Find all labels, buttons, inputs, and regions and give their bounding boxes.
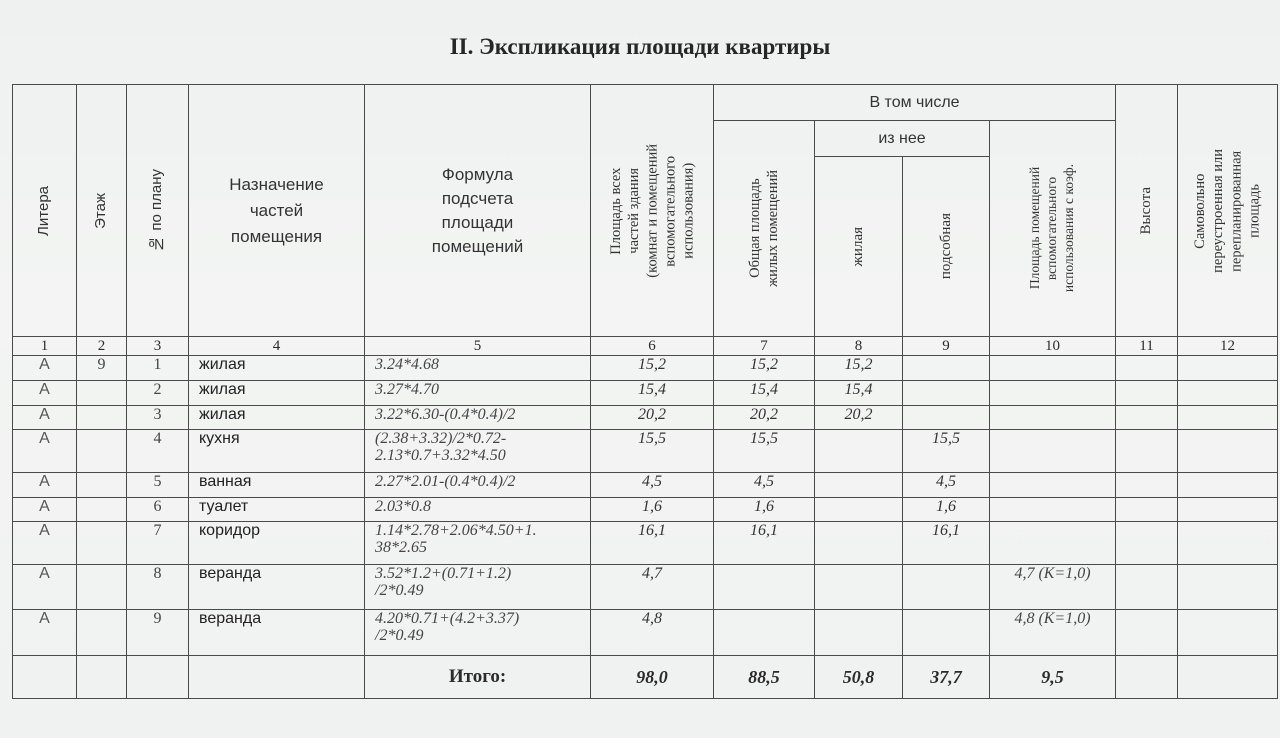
cell-height xyxy=(1116,565,1178,610)
column-number: 11 xyxy=(1116,337,1178,356)
table-body xyxy=(13,356,1278,699)
cell-purpose: жилая xyxy=(189,406,365,430)
cell-living-total: 15,4 xyxy=(714,381,815,406)
cell-utility: 1,6 xyxy=(903,498,990,522)
cell-formula xyxy=(365,381,591,406)
cell-floor xyxy=(77,473,127,498)
cell-litera: А xyxy=(13,610,77,656)
header-living-total-text xyxy=(746,170,782,287)
header-group-text: В том числе xyxy=(869,93,960,111)
cell-total-area: 15,2 xyxy=(591,356,714,381)
table-row xyxy=(13,473,1278,498)
cell-unauthorized xyxy=(1178,430,1278,473)
header-utility xyxy=(903,157,990,337)
formula-line: /2*0.49 xyxy=(375,627,424,644)
cell-auxiliary: 4,7 (К=1,0) xyxy=(990,565,1116,610)
table-row xyxy=(13,381,1278,406)
cell-living-total: 4,5 xyxy=(714,473,815,498)
cell-living-total: 15,5 xyxy=(714,430,815,473)
cell-unauthorized xyxy=(1178,522,1278,565)
header-purpose-line3: помещения xyxy=(230,226,323,246)
header-auxiliary-line1: Площадь помещений xyxy=(1027,167,1043,290)
cell-floor: 9 xyxy=(77,356,127,381)
cell-formula xyxy=(365,473,591,498)
explication-table xyxy=(12,84,1278,699)
cell-living-total: 1,6 xyxy=(714,498,815,522)
cell-unauthorized xyxy=(1178,473,1278,498)
cell-litera: А xyxy=(13,381,77,406)
cell-purpose: туалет xyxy=(189,498,365,522)
cell-auxiliary xyxy=(990,381,1116,406)
header-total-area-line5: использования) xyxy=(680,162,697,259)
cell-formula xyxy=(365,565,591,610)
cell-height xyxy=(1116,498,1178,522)
total-empty-litera xyxy=(13,656,77,699)
formula-line: 1.14*2.78+2.06*4.50+1. xyxy=(375,522,537,539)
header-subgroup-text: из нее xyxy=(878,129,926,147)
cell-total-area: 20,2 xyxy=(591,406,714,430)
cell-auxiliary xyxy=(990,356,1116,381)
table-row xyxy=(13,406,1278,430)
column-number: 10 xyxy=(990,337,1116,356)
header-purpose-line2: частей xyxy=(249,200,304,220)
cell-total-area: 1,6 xyxy=(591,498,714,522)
cell-living: 20,2 xyxy=(815,406,903,430)
header-auxiliary-text xyxy=(1027,164,1078,292)
header-auxiliary-line2: вспомогательного xyxy=(1044,176,1060,281)
total-utility-value: 37,7 xyxy=(903,656,990,699)
cell-floor xyxy=(77,565,127,610)
cell-unauthorized xyxy=(1178,406,1278,430)
cell-unauthorized xyxy=(1178,356,1278,381)
cell-formula xyxy=(365,406,591,430)
cell-height xyxy=(1116,381,1178,406)
table-row xyxy=(13,522,1278,565)
header-formula-line3: площади xyxy=(441,212,514,232)
cell-auxiliary xyxy=(990,498,1116,522)
formula-line: 38*2.65 xyxy=(375,539,427,556)
column-number: 3 xyxy=(127,337,189,356)
header-purpose xyxy=(189,85,365,337)
column-number: 12 xyxy=(1178,337,1278,356)
column-number: 9 xyxy=(903,337,990,356)
cell-plan-number: 4 xyxy=(127,430,189,473)
formula-line: 2.13*0.7+3.32*4.50 xyxy=(375,447,506,464)
cell-living: 15,2 xyxy=(815,356,903,381)
header-total-area-line1: Площадь всех xyxy=(607,166,624,255)
cell-height xyxy=(1116,430,1178,473)
header-unauthorized-line1: Самовольно xyxy=(1192,172,1209,249)
cell-living: 15,4 xyxy=(815,381,903,406)
cell-unauthorized xyxy=(1178,565,1278,610)
cell-formula xyxy=(365,522,591,565)
header-formula xyxy=(365,85,591,337)
cell-litera: А xyxy=(13,498,77,522)
cell-formula xyxy=(365,498,591,522)
cell-purpose: коридор xyxy=(189,522,365,565)
cell-total-area: 15,5 xyxy=(591,430,714,473)
table-row xyxy=(13,498,1278,522)
cell-litera: А xyxy=(13,406,77,430)
table-row xyxy=(13,565,1278,610)
cell-purpose: веранда xyxy=(189,565,365,610)
total-living-total-value: 88,5 xyxy=(714,656,815,699)
cell-litera: А xyxy=(13,565,77,610)
cell-plan-number: 7 xyxy=(127,522,189,565)
total-empty-height xyxy=(1116,656,1178,699)
header-total-area-text xyxy=(607,144,698,278)
table-header xyxy=(13,85,1278,356)
cell-plan-number: 8 xyxy=(127,565,189,610)
cell-total-area: 16,1 xyxy=(591,522,714,565)
cell-total-area: 4,7 xyxy=(591,565,714,610)
cell-living-total: 20,2 xyxy=(714,406,815,430)
document-title: II. Экспликация площади квартиры xyxy=(449,34,831,59)
header-group-including xyxy=(714,85,1116,121)
header-utility-text: подсобная xyxy=(937,213,954,280)
cell-auxiliary xyxy=(990,430,1116,473)
cell-purpose: веранда xyxy=(189,610,365,656)
header-living xyxy=(815,157,903,337)
header-unauthorized-line3: перепланированная xyxy=(1228,149,1245,272)
header-living-total-line2: жилых помещений xyxy=(765,170,781,287)
cell-formula xyxy=(365,430,591,473)
cell-floor xyxy=(77,406,127,430)
header-formula-line2: подсчета xyxy=(441,188,514,208)
cell-utility: 15,5 xyxy=(903,430,990,473)
cell-plan-number: 2 xyxy=(127,381,189,406)
cell-utility xyxy=(903,610,990,656)
header-auxiliary-line3: использования с коэф. xyxy=(1060,164,1076,293)
cell-plan-number: 6 xyxy=(127,498,189,522)
header-formula-line4: помещений xyxy=(431,236,524,256)
column-number: 1 xyxy=(13,337,77,356)
header-auxiliary xyxy=(990,121,1116,337)
cell-litera: А xyxy=(13,522,77,565)
cell-formula xyxy=(365,356,591,381)
formula-line: /2*0.49 xyxy=(375,582,424,599)
cell-litera: А xyxy=(13,473,77,498)
total-empty-plan xyxy=(127,656,189,699)
formula-line: 3.27*4.70 xyxy=(375,381,439,398)
cell-auxiliary xyxy=(990,522,1116,565)
total-label: Итого: xyxy=(365,656,591,699)
column-number: 6 xyxy=(591,337,714,356)
cell-purpose: кухня xyxy=(189,430,365,473)
cell-living-total xyxy=(714,565,815,610)
header-unauthorized-line2: переустроенная или xyxy=(1210,148,1227,273)
header-height-text: Высота xyxy=(1138,186,1155,235)
formula-line: 3.24*4.68 xyxy=(375,356,439,373)
cell-floor xyxy=(77,522,127,565)
header-plan-number-text: № по плану xyxy=(148,169,166,252)
cell-auxiliary: 4,8 (К=1,0) xyxy=(990,610,1116,656)
header-unauthorized-text xyxy=(1191,149,1264,273)
cell-litera: А xyxy=(13,430,77,473)
header-living-total xyxy=(714,121,815,337)
cell-total-area: 4,5 xyxy=(591,473,714,498)
cell-auxiliary xyxy=(990,473,1116,498)
formula-line: 2.27*2.01-(0.4*0.4)/2 xyxy=(375,473,516,490)
cell-height xyxy=(1116,522,1178,565)
column-number: 8 xyxy=(815,337,903,356)
cell-plan-number: 3 xyxy=(127,406,189,430)
column-number: 4 xyxy=(189,337,365,356)
cell-floor xyxy=(77,610,127,656)
header-plan-number xyxy=(127,85,189,337)
cell-floor xyxy=(77,498,127,522)
header-living-text: жилая xyxy=(850,226,867,267)
total-empty-floor xyxy=(77,656,127,699)
cell-unauthorized xyxy=(1178,610,1278,656)
cell-purpose: жилая xyxy=(189,381,365,406)
cell-living xyxy=(815,430,903,473)
cell-unauthorized xyxy=(1178,498,1278,522)
table-row xyxy=(13,356,1278,381)
cell-height xyxy=(1116,473,1178,498)
cell-utility xyxy=(903,565,990,610)
header-total-area xyxy=(591,85,714,337)
cell-purpose: жилая xyxy=(189,356,365,381)
column-number: 5 xyxy=(365,337,591,356)
cell-utility xyxy=(903,406,990,430)
formula-line: 3.22*6.30-(0.4*0.4)/2 xyxy=(375,406,516,423)
cell-living-total: 15,2 xyxy=(714,356,815,381)
total-empty-unauthorized xyxy=(1178,656,1278,699)
header-unauthorized xyxy=(1178,85,1278,337)
cell-formula xyxy=(365,610,591,656)
cell-living xyxy=(815,498,903,522)
header-floor xyxy=(77,85,127,337)
table-row xyxy=(13,610,1278,656)
cell-utility: 4,5 xyxy=(903,473,990,498)
total-empty-purpose xyxy=(189,656,365,699)
header-subgroup xyxy=(815,121,990,157)
column-number: 2 xyxy=(77,337,127,356)
cell-plan-number: 1 xyxy=(127,356,189,381)
header-purpose-line1: Назначение xyxy=(229,174,324,194)
cell-purpose: ванная xyxy=(189,473,365,498)
total-row xyxy=(13,656,1278,699)
header-litera xyxy=(13,85,77,337)
formula-line: (2.38+3.32)/2*0.72- xyxy=(375,430,507,447)
total-living-value: 50,8 xyxy=(815,656,903,699)
table-row xyxy=(13,430,1278,473)
cell-floor xyxy=(77,430,127,473)
header-formula-line1: Формула xyxy=(441,164,514,184)
cell-litera: А xyxy=(13,356,77,381)
header-living-total-line1: Общая площадь xyxy=(746,178,763,279)
header-height xyxy=(1116,85,1178,337)
cell-plan-number: 9 xyxy=(127,610,189,656)
header-floor-text: Этаж xyxy=(92,192,110,229)
total-area-value: 98,0 xyxy=(591,656,714,699)
header-litera-text: Литера xyxy=(35,185,53,236)
formula-line: 4.20*0.71+(4.2+3.37) xyxy=(375,610,520,627)
cell-height xyxy=(1116,406,1178,430)
cell-total-area: 15,4 xyxy=(591,381,714,406)
cell-living xyxy=(815,610,903,656)
cell-living xyxy=(815,473,903,498)
cell-height xyxy=(1116,610,1178,656)
cell-living xyxy=(815,565,903,610)
total-auxiliary-value: 9,5 xyxy=(990,656,1116,699)
header-total-area-line2: частей здания xyxy=(625,167,642,254)
cell-utility xyxy=(903,356,990,381)
column-number: 7 xyxy=(714,337,815,356)
cell-plan-number: 5 xyxy=(127,473,189,498)
cell-utility: 16,1 xyxy=(903,522,990,565)
formula-line: 3.52*1.2+(0.71+1.2) xyxy=(375,565,512,582)
header-unauthorized-line4: площадь xyxy=(1246,183,1263,238)
formula-line: 2.03*0.8 xyxy=(375,498,431,515)
column-numbers-row xyxy=(13,337,1278,356)
cell-unauthorized xyxy=(1178,381,1278,406)
cell-living-total: 16,1 xyxy=(714,522,815,565)
cell-height xyxy=(1116,356,1178,381)
cell-living-total xyxy=(714,610,815,656)
cell-total-area: 4,8 xyxy=(591,610,714,656)
cell-floor xyxy=(77,381,127,406)
cell-living xyxy=(815,522,903,565)
cell-auxiliary xyxy=(990,406,1116,430)
cell-utility xyxy=(903,381,990,406)
header-total-area-line3: (комнат и помещений xyxy=(643,143,660,278)
header-total-area-line4: вспомогательного xyxy=(662,155,679,266)
